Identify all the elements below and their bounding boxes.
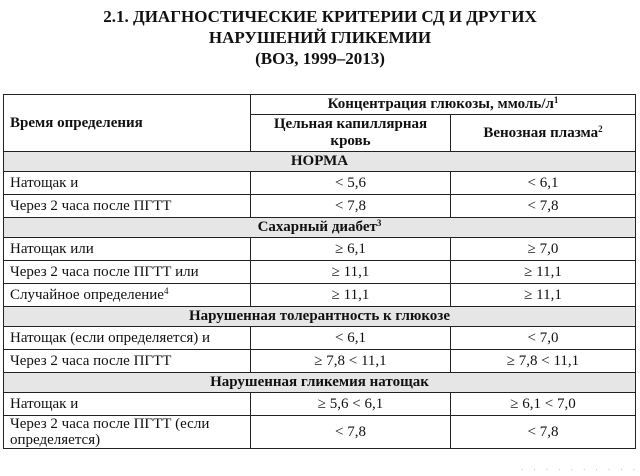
value-venous: ≥ 7,0 — [451, 238, 636, 261]
value-venous: < 6,1 — [451, 172, 636, 195]
criteria-table — [3, 94, 636, 449]
header-row-top — [4, 95, 636, 115]
header-capillary: Цельная капиллярная кровь — [251, 115, 451, 152]
header-venous-sup: 2 — [598, 123, 603, 134]
row-label-sup: 4 — [163, 285, 169, 296]
table-row — [4, 350, 636, 373]
table-row — [4, 327, 636, 350]
value-venous: < 7,8 — [451, 195, 636, 218]
row-label: Натощак и — [4, 172, 251, 195]
table-row — [4, 261, 636, 284]
value-capillary: ≥ 5,6 < 6,1 — [251, 393, 451, 416]
header-time: Время определения — [4, 95, 251, 152]
value-capillary: ≥ 11,1 — [251, 261, 451, 284]
title-line-2: НАРУШЕНИЙ ГЛИКЕМИИ — [208, 28, 432, 47]
page-title — [0, 6, 640, 69]
value-capillary: ≥ 6,1 — [251, 238, 451, 261]
section-row — [4, 218, 636, 238]
header-venous: Венозная плазма$^2$ — [451, 115, 636, 152]
section-row — [4, 307, 636, 327]
title-line-1: 2.1. ДИАГНОСТИЧЕСКИЕ КРИТЕРИИ СД И ДРУГИХ — [103, 7, 537, 26]
section-title: НОРМА — [4, 152, 636, 172]
row-label: Через 2 часа после ПГТТ — [4, 350, 251, 373]
section-row — [4, 152, 636, 172]
footer-mark: · · · · · · · · · · — [519, 466, 638, 474]
header-concentration-sup: 1 — [553, 95, 559, 105]
value-venous: ≥ 7,8 < 11,1 — [451, 350, 636, 373]
row-label: Через 2 часа после ПГТТ или — [4, 261, 251, 284]
value-capillary: < 7,8 — [251, 416, 451, 449]
table-row — [4, 416, 636, 449]
table-body — [4, 152, 636, 449]
value-capillary: < 6,1 — [251, 327, 451, 350]
value-capillary: < 7,8 — [251, 195, 451, 218]
table-row — [4, 238, 636, 261]
section-row — [4, 373, 636, 393]
title-line-3: (ВОЗ, 1999–2013) — [255, 49, 385, 68]
row-label: Через 2 часа после ПГТТ (если определяется) — [4, 416, 251, 449]
row-label: Натощак (если определяется) и — [4, 327, 251, 350]
value-venous: ≥ 11,1 — [451, 284, 636, 307]
value-capillary: < 5,6 — [251, 172, 451, 195]
value-venous: < 7,0 — [451, 327, 636, 350]
header-concentration: Концентрация глюкозы, ммоль/$л^1$ — [251, 95, 636, 115]
table-row — [4, 195, 636, 218]
row-label: Натощак и — [4, 393, 251, 416]
table-row — [4, 393, 636, 416]
section-title: Нарушенная гликемия натощак — [4, 373, 636, 393]
value-venous: ≥ 11,1 — [451, 261, 636, 284]
row-label: Случайное определение$^4$ — [4, 284, 251, 307]
value-venous: ≥ 6,1 < 7,0 — [451, 393, 636, 416]
section-title: Нарушенная толерантность к глюкозе — [4, 307, 636, 327]
value-capillary: ≥ 7,8 < 11,1 — [251, 350, 451, 373]
table-row — [4, 284, 636, 307]
table-row — [4, 172, 636, 195]
value-capillary: ≥ 11,1 — [251, 284, 451, 307]
section-title-sup: 3 — [376, 218, 382, 228]
row-label: Через 2 часа после ПГТТ — [4, 195, 251, 218]
value-venous: < 7,8 — [451, 416, 636, 449]
section-title: Сахарный диабет$^3$ — [4, 218, 636, 238]
row-label: Натощак или — [4, 238, 251, 261]
